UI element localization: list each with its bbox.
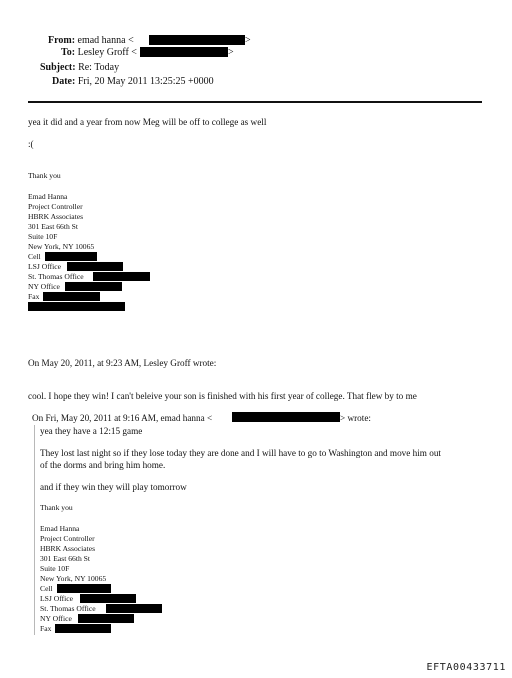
sig1-suite: Suite 10F [28, 232, 58, 241]
redaction-sig2-cell [57, 584, 111, 593]
document-id: EFTA00433711 [426, 662, 506, 673]
sig2-title: Project Controller [40, 534, 95, 543]
redaction-sig2-fax [55, 624, 111, 633]
sig2-ny-label: NY Office [40, 614, 72, 623]
quote-bar [34, 425, 35, 635]
from-tail: > [245, 35, 251, 46]
redaction-sig1-st-thomas [93, 272, 150, 281]
sig1-ny-label: NY Office [28, 282, 60, 291]
redaction-sig1-extra [28, 302, 125, 311]
to-label: To: [61, 47, 76, 58]
redaction-sig1-lsj [67, 262, 123, 271]
message-line-2: :( [28, 139, 34, 149]
subject-row [40, 61, 119, 74]
redaction-from-email [149, 35, 245, 45]
redaction-sig1-fax [43, 292, 100, 301]
redaction-sig1-ny [65, 282, 122, 291]
sig2-cell-label: Cell [40, 584, 53, 593]
message-thanks: Thank you [28, 171, 61, 180]
to-tail: > [228, 47, 234, 58]
reply2-thanks: Thank you [40, 503, 73, 512]
reply1-attribution: On May 20, 2011, at 9:23 AM, Lesley Groff wrote: [28, 358, 217, 368]
sig2-name: Emad Hanna [40, 524, 80, 533]
sig2-st-thomas-label: St. Thomas Office [40, 604, 96, 613]
reply2-line-3: and if they win they will play tomorrow [40, 482, 187, 492]
from-label: From: [48, 35, 76, 46]
date-row [52, 75, 214, 88]
sig2-street: 301 East 66th St [40, 554, 90, 563]
to-row [61, 46, 137, 59]
redaction-sig2-lsj [80, 594, 136, 603]
date-label: Date: [52, 76, 76, 87]
sig1-street: 301 East 66th St [28, 222, 78, 231]
subject-value: Re: Today [78, 62, 120, 73]
sig1-title: Project Controller [28, 202, 83, 211]
subject-label: Subject: [40, 62, 76, 73]
reply2-line-2b: of the dorms and bring him home. [40, 460, 166, 470]
reply1-body: cool. I hope they win! I can't beleive your son is finished with his first year of college. That flew by to me [28, 391, 417, 401]
sig1-cell-label: Cell [28, 252, 41, 261]
redaction-reply2-email [232, 412, 340, 422]
to-value: Lesley Groff < [77, 47, 137, 58]
reply2-line-1: yea they have a 12:15 game [40, 426, 143, 436]
sig2-fax-label: Fax [40, 624, 52, 633]
reply2-line-2a: They lost last night so if they lose today they are done and I will have to go to Washington and move him out [40, 448, 441, 458]
redaction-to-email [140, 47, 228, 57]
sig1-lsj-label: LSJ Office [28, 262, 61, 271]
from-value: emad hanna < [77, 35, 134, 46]
sig1-st-thomas-label: St. Thomas Office [28, 272, 84, 281]
sig1-company: HBRK Associates [28, 212, 84, 221]
sig2-company: HBRK Associates [40, 544, 96, 553]
sig1-name: Emad Hanna [28, 192, 68, 201]
sig1-fax-label: Fax [28, 292, 40, 301]
sig2-city: New York, NY 10065 [40, 574, 107, 583]
date-value: Fri, 20 May 2011 13:25:25 +0000 [77, 76, 214, 87]
redaction-sig2-ny [78, 614, 134, 623]
reply2-attribution-start: On Fri, May 20, 2011 at 9:16 AM, emad hanna < [32, 413, 213, 423]
sig2-suite: Suite 10F [40, 564, 70, 573]
header-divider [28, 101, 482, 103]
redaction-sig1-cell [45, 252, 97, 261]
reply2-attribution-end: > wrote: [340, 413, 371, 423]
sig1-city: New York, NY 10065 [28, 242, 95, 251]
sig2-lsj-label: LSJ Office [40, 594, 73, 603]
message-line-1: yea it did and a year from now Meg will be off to college as well [28, 117, 267, 127]
redaction-sig2-st-thomas [106, 604, 162, 613]
